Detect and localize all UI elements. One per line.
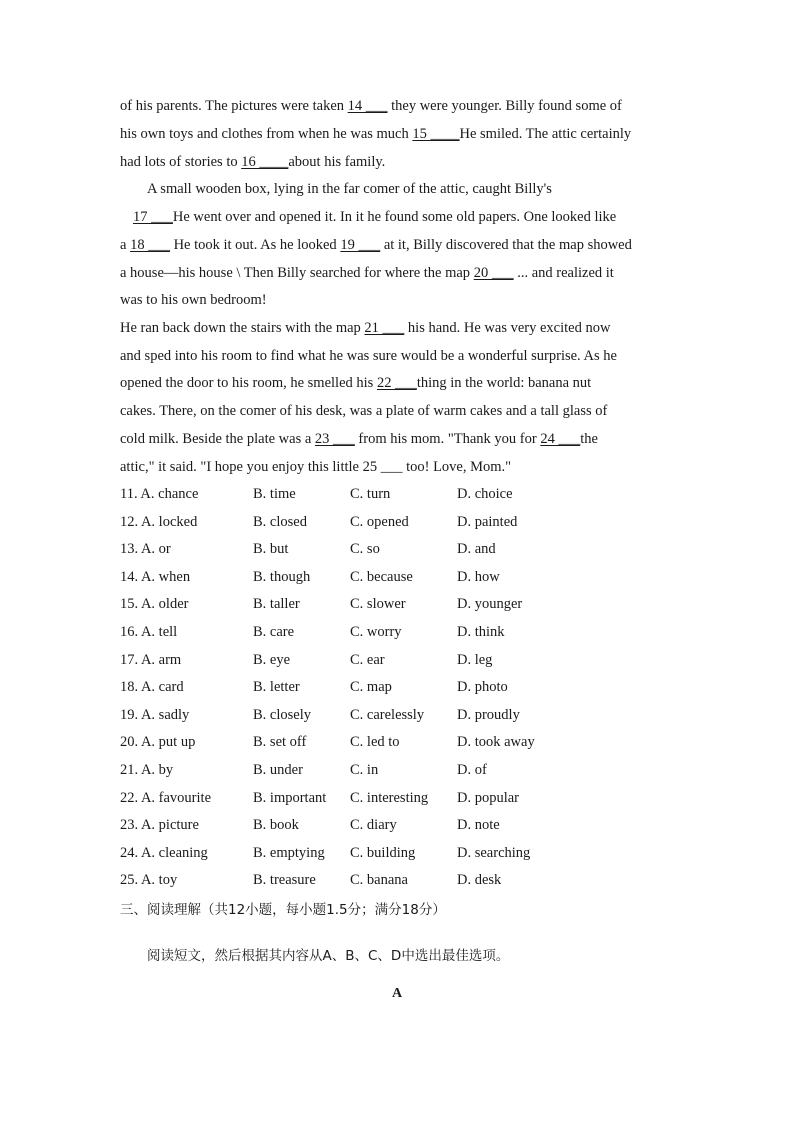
option-c: C. opened xyxy=(350,513,409,530)
option-row xyxy=(120,650,680,670)
option-row xyxy=(120,870,680,890)
option-c: C. so xyxy=(350,541,380,558)
option-d: D. leg xyxy=(457,651,493,668)
option-a: 18. A. card xyxy=(120,679,184,696)
blank-24: 24 ___ xyxy=(540,431,581,447)
option-row xyxy=(120,788,680,808)
option-row xyxy=(120,705,680,725)
option-b: B. taller xyxy=(253,596,300,613)
option-d: D. took away xyxy=(457,734,535,751)
option-c: C. map xyxy=(350,679,392,696)
option-a: 21. A. by xyxy=(120,762,174,778)
option-b: B. though xyxy=(253,568,311,585)
option-b: B. under xyxy=(253,762,303,778)
passage-line-3: had lots of stories to 16 ____about his family. xyxy=(120,154,386,170)
blank-22: 22 ___ xyxy=(376,375,417,391)
section-title: 三、阅读理解（共12小题，每小题1.5分；满分18分） xyxy=(120,902,446,918)
blank-17: 17 ___ xyxy=(133,209,173,225)
blank-18: 18 ___ xyxy=(130,237,170,253)
option-c: C. worry xyxy=(350,624,402,640)
passage-line-10: and sped into his room to find what he was sure would be a wonderful surprise. As he xyxy=(120,348,617,364)
option-d: D. younger xyxy=(457,596,523,613)
option-a: 16. A. tell xyxy=(120,624,178,640)
blank-16: 16 ____ xyxy=(241,154,289,170)
blank-15: 15 ____ xyxy=(412,126,460,142)
option-row xyxy=(120,732,680,752)
option-a: 22. A. favourite xyxy=(120,789,212,806)
option-b: B. letter xyxy=(253,679,300,696)
blank-14: 14 ___ xyxy=(347,98,388,114)
blank-23: 23 ___ xyxy=(314,431,355,447)
option-b: B. eye xyxy=(253,651,291,668)
part-label: A xyxy=(391,986,403,1001)
option-c: C. building xyxy=(350,844,416,861)
passage-line-4: A small wooden box, lying in the far comer of the attic, caught Billy's xyxy=(147,181,552,197)
option-row xyxy=(120,512,680,532)
option-a: 14. A. when xyxy=(120,568,191,585)
option-c: C. because xyxy=(350,568,413,585)
option-c: C. carelessly xyxy=(350,706,425,723)
option-c: C. banana xyxy=(350,872,408,889)
option-d: D. note xyxy=(457,817,500,834)
passage-line-1: of his parents. The pictures were taken 14 ___ they were younger. Billy found some of xyxy=(120,98,622,114)
option-b: B. treasure xyxy=(253,872,316,889)
option-d: D. popular xyxy=(457,789,520,806)
passage-line-9: He ran back down the stairs with the map 21 ___ his hand. He was very excited now xyxy=(120,320,611,336)
option-c: C. led to xyxy=(350,734,400,751)
blank-20: 20 ___ xyxy=(473,265,514,281)
passage-line-11: opened the door to his room, he smelled his 22 ___thing in the world: banana nut xyxy=(120,375,592,391)
option-b: B. care xyxy=(253,624,295,640)
option-d: D. think xyxy=(457,624,505,640)
blank-21: 21 ___ xyxy=(364,320,405,336)
option-row xyxy=(120,539,680,559)
option-row xyxy=(120,677,680,697)
option-row xyxy=(120,815,680,835)
option-row xyxy=(120,594,680,614)
option-b: B. but xyxy=(253,541,289,558)
option-a: 19. A. sadly xyxy=(120,706,190,723)
option-a: 11. A. chance xyxy=(120,486,199,502)
option-c: C. turn xyxy=(350,486,391,502)
passage-line-7: a house—his house \ Then Billy searched for where the map 20 ___ ... and realized it xyxy=(120,265,614,281)
option-a: 12. A. locked xyxy=(120,513,198,530)
option-a: 13. A. or xyxy=(120,541,171,558)
passage-line-5: 17 ___He went over and opened it. In it he found some old papers. One looked like xyxy=(133,209,617,225)
section-instruction: 阅读短文，然后根据其内容从A、B、C、D中选出最佳选项。 xyxy=(147,948,510,964)
option-b: B. closed xyxy=(253,513,307,530)
option-c: C. interesting xyxy=(350,789,429,806)
option-c: C. slower xyxy=(350,596,406,613)
option-row xyxy=(120,843,680,863)
option-b: B. important xyxy=(253,789,327,806)
option-c: C. ear xyxy=(350,651,385,668)
option-c: C. in xyxy=(350,762,379,778)
option-d: D. proudly xyxy=(457,706,520,723)
option-a: 15. A. older xyxy=(120,596,189,613)
option-row xyxy=(120,760,680,780)
passage-line-14: attic," it said. "I hope you enjoy this little 25 ___ too! Love, Mom." xyxy=(120,459,512,475)
option-a: 24. A. cleaning xyxy=(120,844,208,861)
option-row xyxy=(120,567,680,587)
passage-line-2: his own toys and clothes from when he was much 15 ____He smiled. The attic certainly xyxy=(120,126,632,142)
option-d: D. of xyxy=(457,762,487,778)
option-row xyxy=(120,622,680,642)
passage-line-6: a 18 ___ He took it out. As he looked 19 ___ at it, Billy discovered that the map showed xyxy=(120,237,632,253)
passage-line-8: was to his own bedroom! xyxy=(120,292,267,308)
option-d: D. choice xyxy=(457,486,513,502)
option-d: D. desk xyxy=(457,872,502,889)
option-b: B. book xyxy=(253,817,299,834)
option-c: C. diary xyxy=(350,817,397,834)
option-b: B. time xyxy=(253,486,296,502)
option-b: B. emptying xyxy=(253,844,325,861)
option-a: 17. A. arm xyxy=(120,651,182,668)
option-a: 20. A. put up xyxy=(120,734,196,751)
option-b: B. set off xyxy=(253,734,307,751)
option-d: D. painted xyxy=(457,513,518,530)
option-d: D. searching xyxy=(457,844,531,861)
option-d: D. how xyxy=(457,568,500,585)
option-a: 25. A. toy xyxy=(120,872,178,889)
blank-19: 19 ___ xyxy=(340,237,381,253)
option-a: 23. A. picture xyxy=(120,817,199,834)
option-d: D. and xyxy=(457,541,496,558)
passage-line-13: cold milk. Beside the plate was a 23 ___ from his mom. "Thank you for 24 ___the xyxy=(120,431,598,447)
option-b: B. closely xyxy=(253,706,311,723)
option-d: D. photo xyxy=(457,679,508,696)
option-row xyxy=(120,484,680,504)
passage-line-12: cakes. There, on the comer of his desk, was a plate of warm cakes and a tall glass of xyxy=(120,403,608,419)
